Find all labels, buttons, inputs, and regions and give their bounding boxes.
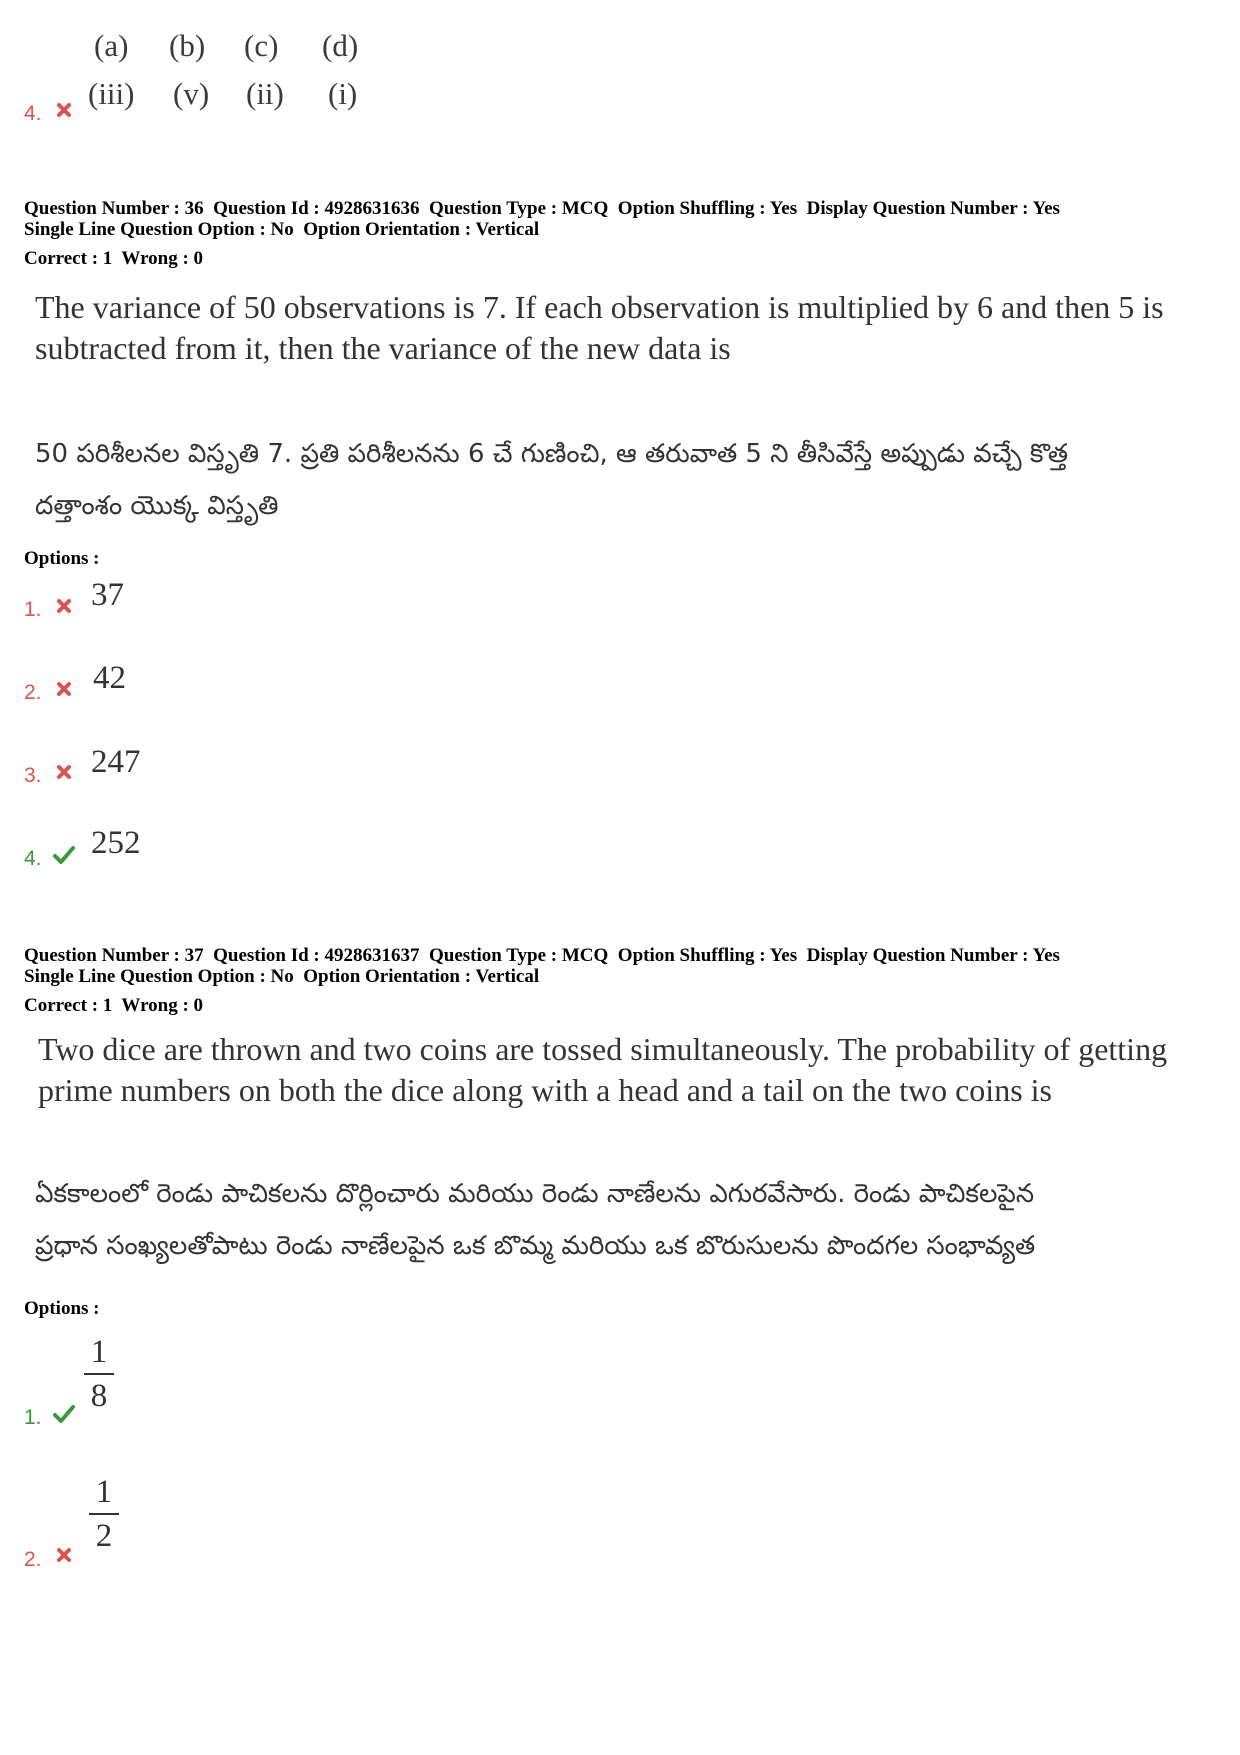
q37-marks: Correct : 1 Wrong : 0	[24, 995, 204, 1016]
fraction-numerator: 1	[95, 1474, 113, 1510]
q37-option-2-number: 2.	[24, 1548, 42, 1571]
q37-option-1-number: 1.	[24, 1406, 42, 1429]
fraction-bar	[84, 1373, 114, 1375]
cross-icon	[54, 679, 74, 699]
q37-question-text-en: Two dice are thrown and two coins are tossed simultaneously. The probability of getting prime numbers on both the dice along with a head and a tail on the two coins is	[38, 1031, 1168, 1108]
q36-option-4-number: 4.	[24, 847, 42, 870]
q36-question-text-te: 50 పరిశీలనల విస్తృతి 7. ప్రతి పరిశీలనను 6 చే గుణించి, ఆ తరువాత 5 ని తీసివేస్తే అప్పుడు వచ్చే కొత్త దత్తాంశం యొక్క విస్తృతి	[35, 439, 1069, 521]
q36-option-2-value[interactable]: 42	[93, 660, 126, 696]
q36-option-3-value[interactable]: 247	[91, 744, 141, 780]
match-val-a: (iii)	[88, 76, 135, 111]
q37-meta-line1: Question Number : 37 Question Id : 4928631637 Question Type : MCQ Option Shuffling : Yes Display Question Number : Yes	[24, 945, 1060, 966]
q36-option-3-number: 3.	[24, 764, 42, 787]
q37-question-text-te: ఏకకాలంలో రెండు పాచికలను దొర్లించారు మరియు రెండు నాణేలను ఎగురవేసారు. రెండు పాచికలపైన ప్రధాన సంఖ్యలతోపాటు రెండు నాణేలపైన ఒక బొమ్మ మరియు ఒక బొరుసులను పొందగల సంభావ్యత	[35, 1179, 1036, 1261]
match-col-d: (d)	[322, 28, 359, 63]
fraction-bar	[89, 1513, 119, 1515]
q37-meta-line2: Single Line Question Option : No Option Orientation : Vertical	[24, 966, 540, 987]
q36-option-4-value[interactable]: 252	[91, 825, 141, 861]
cross-icon	[54, 762, 74, 782]
match-val-c: (ii)	[246, 76, 284, 111]
cross-icon	[54, 1545, 74, 1565]
q37-meta	[24, 945, 1214, 1016]
q36-options-label: Options :	[24, 548, 100, 569]
q36-meta-line2: Single Line Question Option : No Option Orientation : Vertical	[24, 219, 540, 240]
q36-option-2-number: 2.	[24, 681, 42, 704]
cross-icon	[54, 596, 74, 616]
match-val-b: (v)	[173, 76, 210, 111]
cross-icon	[54, 100, 74, 120]
check-icon	[52, 844, 76, 866]
match-col-a: (a)	[94, 28, 129, 63]
match-val-d: (i)	[328, 76, 358, 111]
q36-meta	[24, 198, 1214, 269]
match-col-c: (c)	[244, 28, 279, 63]
check-icon	[52, 1403, 76, 1425]
match-col-b: (b)	[169, 28, 206, 63]
q36-marks: Correct : 1 Wrong : 0	[24, 248, 204, 269]
q37-option-1-fraction[interactable]	[84, 1335, 114, 1413]
q36-question-text-en: The variance of 50 observations is 7. If each observation is multiplied by 6 and then 5 is subtracted from it, then the variance of the new data is	[35, 289, 1164, 366]
fraction-denominator: 2	[95, 1518, 113, 1554]
q36-option-1-number: 1.	[24, 598, 42, 621]
q37-options-label: Options :	[24, 1298, 100, 1319]
fraction-denominator: 8	[90, 1378, 108, 1414]
q37-option-2-fraction[interactable]	[89, 1475, 119, 1553]
q36-option-1-value[interactable]: 37	[91, 577, 124, 613]
q36-meta-line1: Question Number : 36 Question Id : 4928631636 Question Type : MCQ Option Shuffling : Yes Display Question Number : Yes	[24, 198, 1060, 219]
option-number: 4.	[24, 102, 42, 125]
fraction-numerator: 1	[90, 1334, 108, 1370]
